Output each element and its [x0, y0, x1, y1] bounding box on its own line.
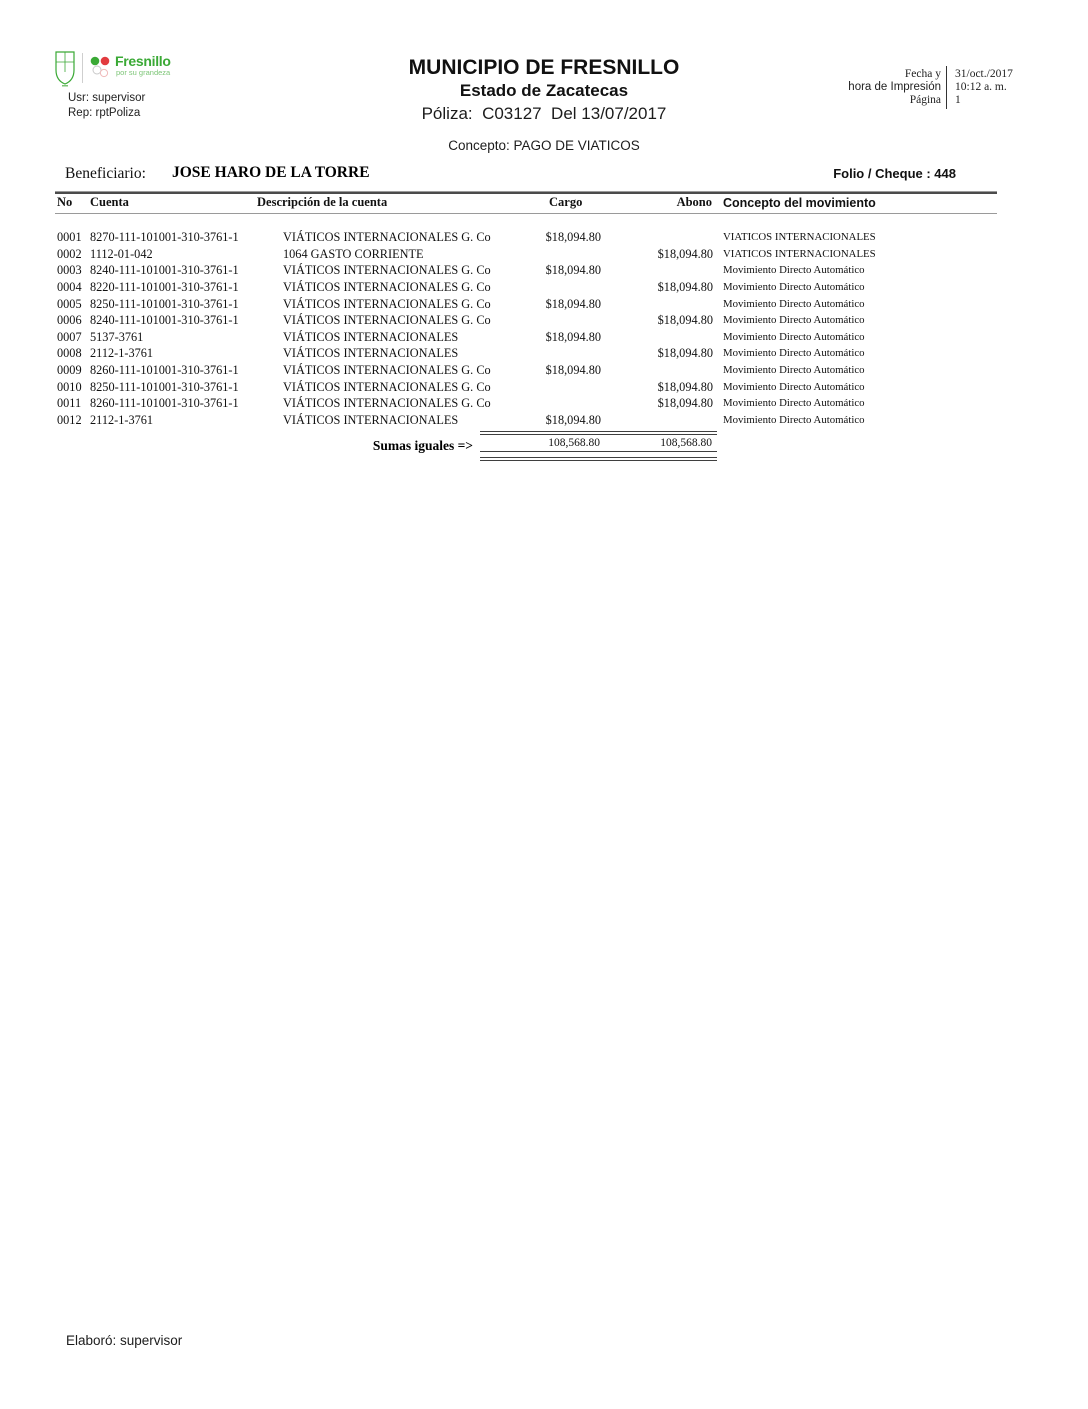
row-abono	[602, 229, 714, 246]
beneficiario-name: JOSE HARO DE LA TORRE	[172, 164, 370, 181]
row-descripcion: VIÁTICOS INTERNACIONALES G. Co	[283, 263, 491, 278]
table-row	[55, 345, 997, 362]
report-line: Rep: rptPoliza	[68, 107, 141, 119]
row-no: 0001	[57, 230, 82, 244]
table-row	[55, 262, 997, 279]
row-concepto: VIATICOS INTERNACIONALES	[723, 231, 876, 243]
row-no: 0009	[57, 363, 82, 378]
col-header-cargo: Cargo	[549, 195, 583, 209]
row-no: 0006	[57, 313, 82, 328]
row-cargo: $18,094.80	[545, 230, 601, 244]
row-cargo: $18,094.80	[545, 363, 601, 378]
brand-name: Fresnillo	[115, 53, 171, 69]
row-concepto: Movimiento Directo Automático	[723, 297, 865, 310]
row-no: 0004	[57, 279, 82, 294]
row-cargo	[500, 379, 602, 396]
table-row	[55, 312, 997, 329]
table-row	[55, 296, 997, 313]
print-info-label-fecha: Fecha y	[904, 68, 941, 80]
row-cuenta: 8240-111-101001-310-3761-1	[90, 313, 239, 328]
table-row	[55, 379, 997, 396]
table-row	[55, 412, 997, 429]
row-cargo: $18,094.80	[545, 263, 601, 278]
row-cuenta: 8240-111-101001-310-3761-1	[90, 263, 239, 278]
row-cargo: $18,094.80	[545, 413, 601, 428]
row-cuenta: 2112-1-3761	[90, 413, 154, 428]
concepto-line: Concepto: PAGO DE VIATICOS	[448, 138, 640, 153]
row-abono	[602, 329, 714, 346]
page-title: MUNICIPIO DE FRESNILLO	[408, 56, 680, 79]
row-descripcion: VIÁTICOS INTERNACIONALES	[283, 346, 459, 361]
row-cargo	[500, 312, 602, 329]
row-descripcion: VIÁTICOS INTERNACIONALES G. Co	[283, 230, 491, 244]
row-descripcion: VIÁTICOS INTERNACIONALES G. Co	[283, 363, 491, 378]
row-cargo	[500, 246, 602, 263]
page-number: 1	[955, 94, 961, 107]
row-descripcion: 1064 GASTO CORRIENTE	[283, 246, 424, 261]
row-cuenta: 8270-111-101001-310-3761-1	[90, 230, 239, 244]
table-header-row	[55, 191, 997, 214]
col-header-abono: Abono	[676, 195, 712, 209]
totals-double-underline	[480, 457, 717, 461]
row-cuenta: 8250-111-101001-310-3761-1	[90, 296, 239, 311]
row-no: 0007	[57, 329, 82, 344]
print-info-labels	[790, 68, 941, 108]
row-no: 0010	[57, 379, 82, 394]
print-info-values	[955, 68, 1075, 108]
poliza-line: Póliza: C03127 Del 13/07/2017	[421, 104, 667, 123]
row-concepto: Movimiento Directo Automático	[723, 380, 865, 393]
row-cuenta: 8250-111-101001-310-3761-1	[90, 379, 239, 394]
row-cargo	[500, 345, 602, 362]
row-cuenta: 5137-3761	[90, 329, 144, 344]
row-concepto: Movimiento Directo Automático	[723, 330, 865, 343]
table-row	[55, 246, 997, 263]
col-header-no: No	[57, 195, 73, 209]
row-descripcion: VIÁTICOS INTERNACIONALES	[283, 413, 459, 428]
row-abono: $18,094.80	[657, 279, 713, 294]
table-row	[55, 329, 997, 346]
row-abono	[602, 296, 714, 313]
row-cuenta: 2112-1-3761	[90, 346, 154, 361]
col-header-cuenta: Cuenta	[90, 195, 129, 209]
row-descripcion: VIÁTICOS INTERNACIONALES G. Co	[283, 313, 491, 328]
row-abono: $18,094.80	[657, 346, 713, 361]
table-row	[55, 279, 997, 296]
col-header-concepto: Concepto del movimiento	[723, 195, 876, 210]
print-info-label-pagina: Página	[909, 94, 941, 107]
row-cargo	[500, 279, 602, 296]
print-time: 10:12 a. m.	[955, 81, 1007, 94]
elaboro-line: Elaboró: supervisor	[66, 1333, 183, 1348]
sums-label: Sumas iguales =>	[372, 438, 473, 453]
table-row	[55, 362, 997, 379]
row-cargo	[500, 395, 602, 412]
table-row	[55, 395, 997, 412]
row-concepto: Movimiento Directo Automático	[723, 397, 865, 410]
total-cargo: 108,568.80	[548, 437, 600, 449]
row-abono	[602, 362, 714, 379]
row-descripcion: VIÁTICOS INTERNACIONALES G. Co	[283, 396, 491, 411]
col-header-desc: Descripción de la cuenta	[257, 195, 388, 209]
row-cargo: $18,094.80	[545, 329, 601, 344]
row-abono: $18,094.80	[657, 246, 713, 261]
row-descripcion: VIÁTICOS INTERNACIONALES G. Co	[283, 379, 491, 394]
row-abono	[602, 412, 714, 429]
folio-cheque: Folio / Cheque : 448	[833, 166, 956, 181]
row-abono: $18,094.80	[657, 379, 713, 394]
row-concepto: Movimiento Directo Automático	[723, 364, 865, 377]
row-cargo: $18,094.80	[545, 296, 601, 311]
row-concepto: Movimiento Directo Automático	[723, 347, 865, 360]
row-cuenta: 8220-111-101001-310-3761-1	[90, 279, 239, 294]
row-no: 0011	[57, 396, 82, 411]
row-no: 0012	[57, 413, 82, 428]
row-concepto: Movimiento Directo Automático	[723, 280, 865, 293]
row-abono: $18,094.80	[657, 396, 713, 411]
row-descripcion: VIÁTICOS INTERNACIONALES G. Co	[283, 279, 491, 294]
row-descripcion: VIÁTICOS INTERNACIONALES	[283, 329, 459, 344]
row-cuenta: 8260-111-101001-310-3761-1	[90, 396, 239, 411]
brand-tagline: por su grandeza	[116, 68, 171, 77]
row-no: 0008	[57, 346, 82, 361]
beneficiario-label: Beneficiario:	[65, 165, 146, 182]
totals-box	[480, 431, 717, 452]
table-row	[55, 229, 997, 246]
total-abono: 108,568.80	[660, 437, 712, 449]
row-abono	[602, 262, 714, 279]
row-concepto: Movimiento Directo Automático	[723, 414, 865, 427]
row-concepto: Movimiento Directo Automático	[723, 264, 865, 277]
row-cuenta: 8260-111-101001-310-3761-1	[90, 363, 239, 378]
row-abono: $18,094.80	[657, 313, 713, 328]
print-date: 31/oct./2017	[955, 68, 1013, 80]
row-descripcion: VIÁTICOS INTERNACIONALES G. Co	[283, 296, 491, 311]
user-line: Usr: supervisor	[68, 92, 146, 104]
row-cuenta: 1112-01-042	[90, 246, 153, 261]
row-no: 0003	[57, 263, 82, 278]
page-subtitle: Estado de Zacatecas	[459, 81, 629, 100]
row-no: 0005	[57, 296, 82, 311]
print-info-label-hora: hora de Impresión	[848, 81, 941, 94]
table-body	[55, 229, 997, 429]
row-concepto: Movimiento Directo Automático	[723, 314, 865, 327]
row-concepto: VIATICOS INTERNACIONALES	[723, 247, 876, 260]
print-info-divider	[946, 66, 947, 109]
row-no: 0002	[57, 246, 82, 261]
